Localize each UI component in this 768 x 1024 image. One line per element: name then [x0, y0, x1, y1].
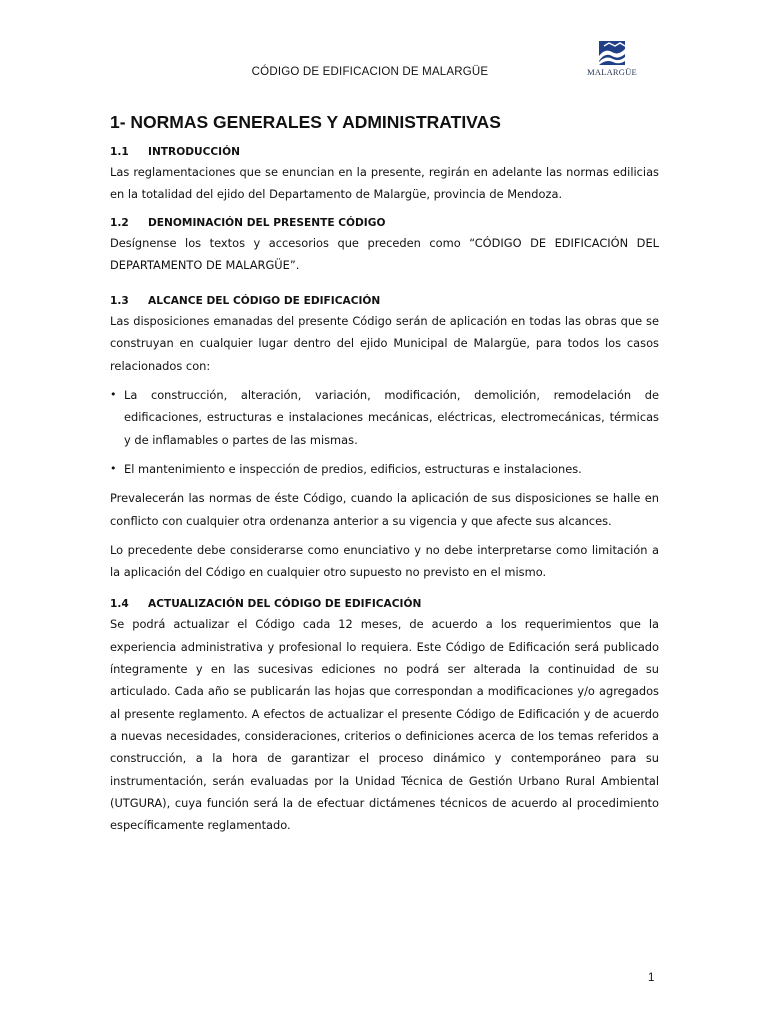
malargue-logo-icon	[582, 40, 642, 70]
paragraph: Las disposiciones emanadas del presente Código serán de aplicación en todas las obras que se construyan en cualquier lugar dentro del ejido Municipal de Malargüe, para todos los casos relacionados con:	[110, 314, 659, 373]
logo-text: MALARGÜE	[587, 67, 637, 77]
section-title: DENOMINACIÓN DEL PRESENTE CÓDIGO	[148, 216, 386, 229]
section-title: INTRODUCCIÓN	[148, 146, 240, 158]
section-heading	[110, 214, 659, 232]
section-heading	[110, 143, 659, 161]
document-body	[110, 112, 659, 836]
running-header: CÓDIGO DE EDIFICACION DE MALARGÜE	[251, 66, 489, 78]
list-item-text: El mantenimiento e inspección de predios, edificios, estructuras e instalaciones.	[124, 461, 582, 476]
section-title: ACTUALIZACIÓN DEL CÓDIGO DE EDIFICACIÓN	[148, 598, 422, 611]
section-number: 1.1	[110, 146, 129, 158]
page-number: 1	[648, 972, 655, 984]
section-heading	[110, 292, 659, 310]
malargue-logo	[582, 40, 642, 84]
paragraph: Las reglamentaciones que se enuncian en la presente, regirán en adelante las normas edilicias en la totalidad del ejido del Departamento de Malargüe, provincia de Mendoza.	[110, 165, 659, 202]
section-number: 1.2	[110, 216, 129, 229]
paragraph: Se podrá actualizar el Código cada 12 meses, de acuerdo a los requerimientos que la experiencia administrativa y profesional lo requiera. Este Código de Edificación será publicado íntegramente y en las sucesivas ediciones no podrá ser alterada la continuidad de su articulado. Cada año se publicarán las hojas que correspondan a modificaciones y/o agregados al presente reglamento. A efectos de actualizar el presente Código de Edificación y de acuerdo a nuevas necesidades, consideraciones, criterios o definiciones acerca de los temas referidos a construcción, a la hora de garantizar el proceso dinámico y contemporáneo para su instrumentación, serán evaluadas por la Unidad Técnica de Gestión Urbano Rural Ambiental (UTGURA), cuya función será la de efectuar dictámenes técnicos de acuerdo al procedimiento específicamente reglamentado.	[110, 617, 659, 833]
section-number: 1.3	[110, 295, 129, 308]
section-1-4	[110, 595, 659, 836]
section-1-2	[110, 214, 659, 277]
paragraph: Desígnense los textos y accesorios que preceden como “CÓDIGO DE EDIFICACIÓN DEL DEPARTAMENTO DE MALARGÜE”.	[110, 235, 659, 272]
section-number: 1.4	[110, 598, 129, 611]
section-heading	[110, 595, 659, 613]
section-1-3	[110, 292, 659, 583]
section-1-1	[110, 143, 659, 206]
list-item	[110, 458, 659, 480]
section-title: ALCANCE DEL CÓDIGO DE EDIFICACIÓN	[148, 295, 381, 308]
list-item	[110, 384, 659, 451]
paragraph: Lo precedente debe considerarse como enunciativo y no debe interpretarse como limitación a la aplicación del Código en cualquier otro supuesto no previsto en el mismo.	[110, 542, 659, 580]
bullet-icon: •	[110, 461, 117, 475]
main-heading: 1- NORMAS GENERALES Y ADMINISTRATIVAS	[110, 112, 501, 132]
list-item-text: La construcción, alteración, variación, modificación, demolición, remodelación de edificaciones, estructuras e instalaciones mecánicas, eléctricas, electromecánicas, térmicas y de inflamables o partes de las mismas.	[124, 388, 659, 447]
bullet-icon: •	[110, 388, 117, 402]
paragraph: Prevalecerán las normas de éste Código, cuando la aplicación de sus disposiciones se halle en conflicto con cualquier otra ordenanza anterior a su vigencia y que afecte sus alcances.	[110, 491, 659, 528]
